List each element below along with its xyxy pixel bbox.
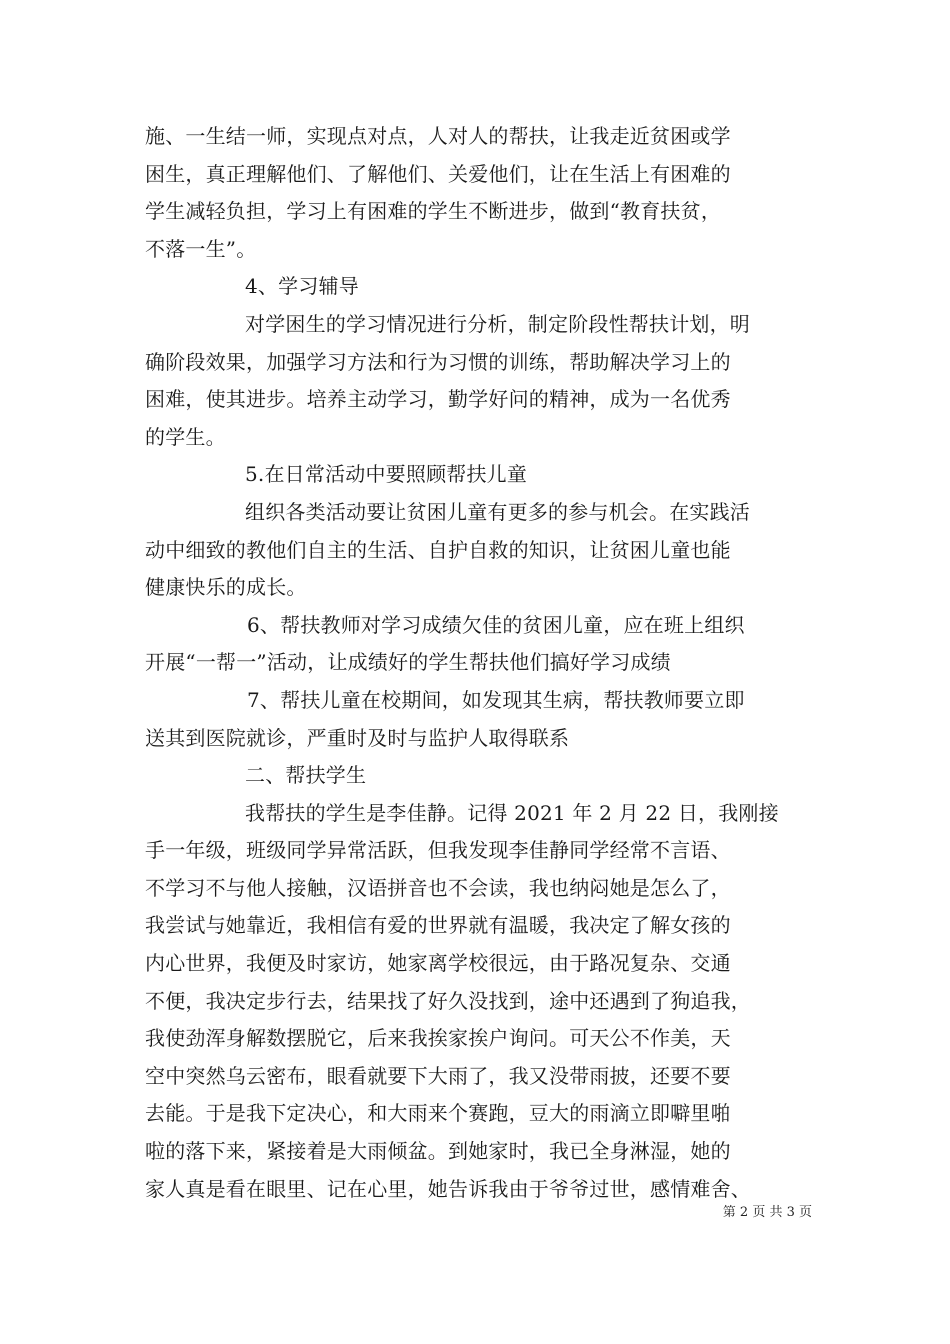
body-line: 空中突然乌云密布，眼看就要下大雨了，我又没带雨披，还要不要 [145,1063,731,1088]
body-line: 不学习不与他人接触，汉语拼音也不会读，我也纳闷她是怎么了， [145,875,731,900]
body-line: 去能。于是我下定决心，和大雨来个赛跑，豆大的雨滴立即噼里啪 [145,1101,731,1126]
body-line: 学生减轻负担，学习上有困难的学生不断进步，做到“教育扶贫， [145,199,722,224]
body-line: 困生，真正理解他们、了解他们、关爱他们，让在生活上有困难的 [145,161,731,186]
body-line: 动中细致的教他们自主的生活、自护自救的知识，让贫困儿童也能 [145,537,731,562]
body-line: 健康快乐的成长。 [145,575,307,600]
body-line: 对学困生的学习情况进行分析，制定阶段性帮扶计划，明 [245,311,750,336]
body-line: 手一年级，班级同学异常活跃，但我发现李佳静同学经常不言语、 [145,838,731,863]
body-line: 的学生。 [145,424,226,449]
section-heading: 5.在日常活动中要照顾帮扶儿童 [245,462,528,487]
body-line: 6、帮扶教师对学习成绩欠佳的贫困儿童，应在班上组织 [247,612,745,637]
section-heading: 二、帮扶学生 [245,763,367,788]
body-line: 困难，使其进步。培养主动学习，勤学好问的精神，成为一名优秀 [145,387,731,412]
body-line: 啦的落下来，紧接着是大雨倾盆。到她家时，我已全身淋湿，她的 [145,1139,731,1164]
body-line: 内心世界，我便及时家访，她家离学校很远，由于路况复杂、交通 [145,951,731,976]
section-heading: 4、学习辅导 [245,274,359,299]
body-line: 我使劲浑身解数摆脱它，后来我挨家挨户询问。可天公不作美，天 [145,1026,731,1051]
page-number: 第 2 页 共 3 页 [722,1205,812,1220]
body-line: 7、帮扶儿童在校期间，如发现其生病，帮扶教师要立即 [247,687,745,712]
body-line: 我帮扶的学生是李佳静。记得 2021 年 2 月 22 日，我刚接 [245,800,779,825]
body-line: 不便，我决定步行去，结果找了好久没找到，途中还遇到了狗追我， [145,988,751,1013]
document-body [145,118,815,1208]
body-line: 送其到医院就诊，严重时及时与监护人取得联系 [145,725,570,750]
body-line: 不落一生”。 [145,236,257,261]
body-line: 开展“一帮一”活动，让成绩好的学生帮扶他们搞好学习成绩 [145,650,671,675]
body-line: 我尝试与她靠近，我相信有爱的世界就有温暖，我决定了解女孩的 [145,913,731,938]
body-line: 施、一生结一师，实现点对点，人对人的帮扶，让我走近贫困或学 [145,124,731,148]
body-line: 确阶段效果，加强学习方法和行为习惯的训练，帮助解决学习上的 [145,349,731,374]
body-line: 组织各类活动要让贫困儿童有更多的参与机会。在实践活 [245,499,750,524]
body-line: 家人真是看在眼里、记在心里，她告诉我由于爷爷过世，感情难舍、 [145,1176,751,1201]
